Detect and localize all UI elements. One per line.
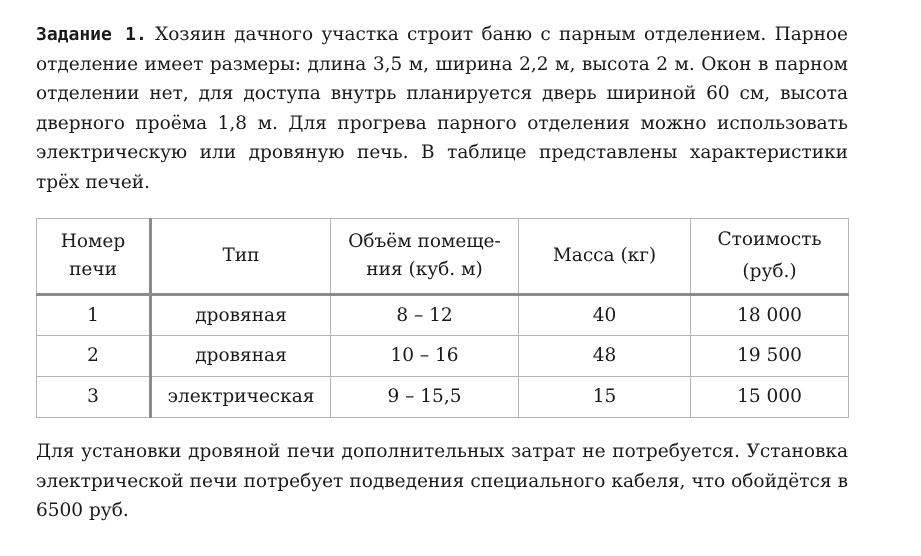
cell-number: 1 <box>37 295 151 336</box>
cell-type: электрическая <box>151 377 331 418</box>
cell-volume: 8 – 12 <box>331 295 519 336</box>
task-intro-text: Хозяин дачного участка строит баню с парным отделением. Парное отделение имеет размеры: длина 3,5 м, ширина 2,2 м, высота 2 м. Окон в парном отделении нет, для доступа внутрь планируется дверь шириной 60 см, высота дверного проёма 1,8 м. Для прогрева парного отделения можно использовать электрическую или дровяную печь. В таблице представлены характеристики трёх печей. <box>36 24 848 193</box>
cell-type: дровяная <box>151 295 331 336</box>
table-row <box>37 336 849 377</box>
table-header-row <box>37 219 849 295</box>
cell-type: дровяная <box>151 336 331 377</box>
task-label: Задание 1. <box>36 24 147 45</box>
cell-number: 2 <box>37 336 151 377</box>
cell-volume: 10 – 16 <box>331 336 519 377</box>
header-cost: Стоимость (руб.) <box>691 219 849 295</box>
header-type: Тип <box>151 219 331 295</box>
cell-cost: 18 000 <box>691 295 849 336</box>
table-row <box>37 295 849 336</box>
header-volume: Объём помещения (куб. м) <box>331 219 519 295</box>
table-row <box>37 377 849 418</box>
cell-number: 3 <box>37 377 151 418</box>
cell-volume: 9 – 15,5 <box>331 377 519 418</box>
cell-cost: 19 500 <box>691 336 849 377</box>
cell-mass: 15 <box>519 377 691 418</box>
header-mass: Масса (кг) <box>519 219 691 295</box>
task-description <box>36 20 848 198</box>
stoves-table <box>36 218 849 418</box>
header-number: Номер печи <box>37 219 151 295</box>
cell-mass: 40 <box>519 295 691 336</box>
cell-mass: 48 <box>519 336 691 377</box>
task-additional-info: Для установки дровяной печи дополнительных затрат не потребуется. Установка электрической печи потребует подведения специального кабеля, что обойдётся в 6500 руб. <box>36 441 848 522</box>
cell-cost: 15 000 <box>691 377 849 418</box>
